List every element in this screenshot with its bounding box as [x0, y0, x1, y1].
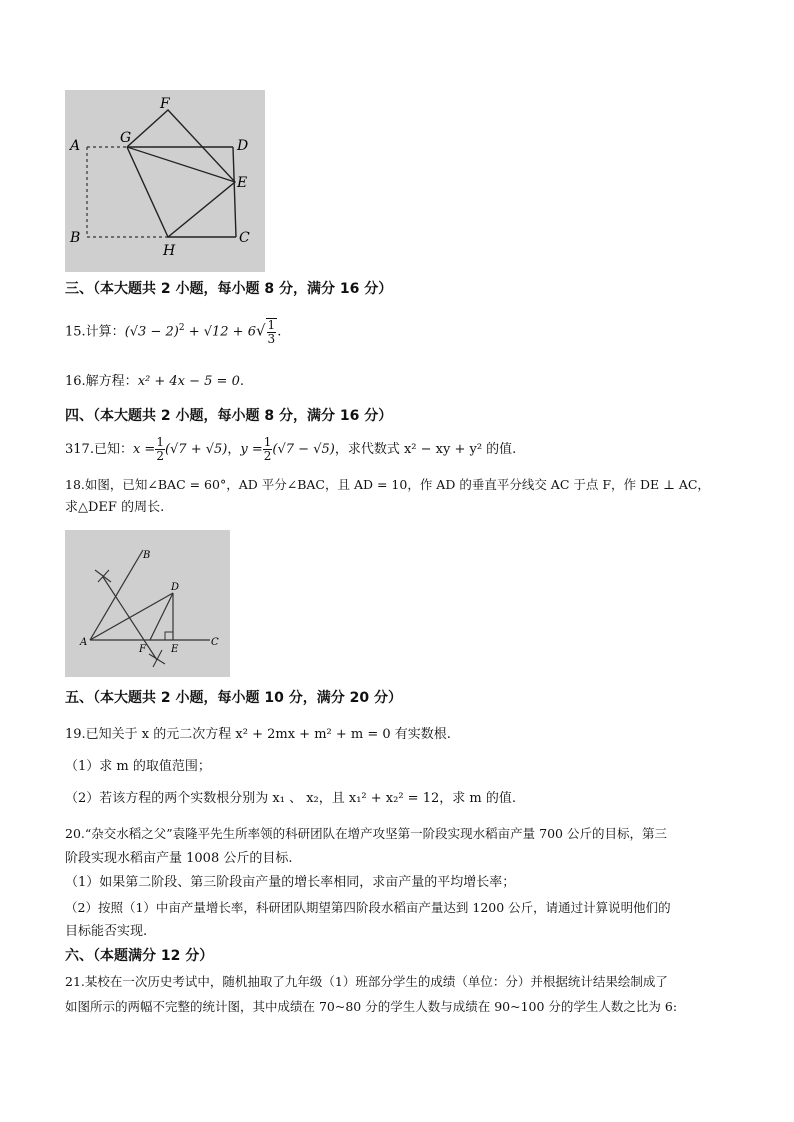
q17-x-fraction — [155, 436, 165, 463]
question-17 — [65, 436, 516, 463]
folded-rectangle-diagram — [65, 90, 265, 272]
q16-tail: . — [239, 374, 244, 389]
question-15: 15.计算：$(√3 - 2)^2 + √12 + 6√$ $\frac{1}{3}$ . — [65, 318, 282, 346]
q17-x-lhs: x = — [132, 442, 156, 457]
label-f: F — [160, 96, 170, 112]
angle-bisector-diagram — [65, 530, 230, 677]
label2-c: C — [211, 637, 219, 648]
question-21-line-2: 如图所示的两幅不完整的统计图，其中成绩在 70~80 分的学生人数与成绩在 90~100 分的学生人数之比为 6: — [65, 999, 678, 1014]
q15-exponent: 2 — [178, 323, 185, 334]
question-20-part-1: （1）如果第二阶段、第三阶段亩产量的增长率相同，求亩产量的平均增长率； — [65, 875, 516, 890]
section-5-heading: 五、（本大题共 2 小题，每小题 10 分，满分 20 分） — [65, 690, 402, 706]
question-20-part-2a: （2）按照（1）中亩产量增长率，科研团队期望第四阶段水稻亩产量达到 1200 公斤，请通过计算说明他们的 — [65, 900, 671, 915]
q17-tail: ，求代数式 x² − xy + y² 的值. — [334, 442, 517, 457]
q17-y-frac-num: 1 — [263, 435, 272, 449]
question-19-part-2: （2）若该方程的两个实数根分别为 x₁ 、 x₂，且 x₁² + x₂² = 12，求 m 的值. — [65, 791, 516, 806]
figure-folded-rectangle — [65, 90, 265, 272]
figure-angle-bisector — [65, 530, 230, 677]
question-20-part-2b: 目标能否实现. — [65, 924, 148, 939]
q15-fraction — [266, 318, 278, 346]
question-18-line-1: 18.如图，已知∠BAC = 60°，AD 平分∠BAC，且 AD = 10，作 AD 的垂直平分线交 AC 于点 F，作 DE ⊥ AC， — [65, 477, 710, 492]
q15-frac-den: 3 — [267, 332, 276, 346]
question-18-line-2: 求△DEF 的周长. — [65, 500, 165, 515]
q17-y-fraction — [263, 436, 273, 463]
label-e: E — [237, 175, 248, 191]
section-3-heading: 三、（本大题共 2 小题，每小题 8 分，满分 16 分） — [65, 281, 393, 297]
label2-f: F — [139, 644, 146, 655]
label2-d: D — [171, 582, 180, 593]
q17-x-rhs: (√7 + √5) — [164, 442, 228, 457]
perpendicular-bisector — [103, 577, 157, 660]
label2-a: A — [80, 637, 88, 648]
q17-sep: ， — [227, 442, 241, 457]
section-6-heading: 六、（本题满分 12 分） — [65, 948, 214, 964]
label-h: H — [163, 243, 176, 259]
arc-mark-bottom — [149, 650, 165, 667]
q17-y-frac-den: 2 — [263, 449, 272, 463]
q15-expr-a: (√3 − 2) — [124, 324, 179, 340]
right-angle-mark — [165, 632, 173, 640]
q17-y-lhs: y = — [240, 442, 263, 457]
label-a: A — [70, 138, 81, 154]
q15-tail: . — [277, 324, 282, 340]
label-b: B — [70, 230, 81, 246]
arc-mark-top — [95, 570, 111, 582]
folded-flap — [127, 110, 235, 237]
label-g: G — [120, 130, 132, 146]
q15-prefix: 15.计算： — [65, 324, 125, 340]
q17-x-frac-num: 1 — [156, 435, 164, 449]
question-19-line-1: 19.已知关于 x 的元二次方程 x² + 2mx + m² + m = 0 有实数根. — [65, 727, 451, 742]
question-20-line-1: 20.“杂交水稻之父”袁隆平先生所率领的科研团队在增产攻坚第一阶段实现水稻亩产量 700 公斤的目标，第三 — [65, 826, 667, 841]
q17-x-frac-den: 2 — [156, 449, 164, 463]
q15-expr-b: + √12 + 6 — [184, 324, 256, 340]
edge-dc — [233, 147, 236, 237]
q17-prefix: 317.已知： — [65, 442, 133, 457]
question-20-line-2: 阶段实现水稻亩产量 1008 公斤的目标. — [65, 851, 293, 866]
label-d: D — [237, 138, 249, 154]
q17-y-rhs: (√7 − √5) — [272, 442, 335, 457]
label2-e: E — [171, 644, 179, 655]
question-19-part-1: （1）求 m 的取值范围； — [65, 759, 211, 774]
label-c: C — [239, 230, 250, 246]
question-16 — [65, 373, 244, 391]
label2-b: B — [143, 550, 151, 561]
q16-expr: x² + 4x − 5 = 0 — [137, 374, 240, 389]
section-4-heading: 四、（本大题共 2 小题，每小题 8 分，满分 16 分） — [65, 408, 393, 424]
q15-frac-num: 1 — [267, 318, 276, 332]
question-21-line-1: 21.某校在一次历史考试中，随机抽取了九年级（1）班部分学生的成绩（单位：分）并根据统计结果绘制成了 — [65, 974, 668, 989]
segment-ad — [90, 593, 173, 640]
q16-prefix: 16.解方程： — [65, 374, 138, 389]
